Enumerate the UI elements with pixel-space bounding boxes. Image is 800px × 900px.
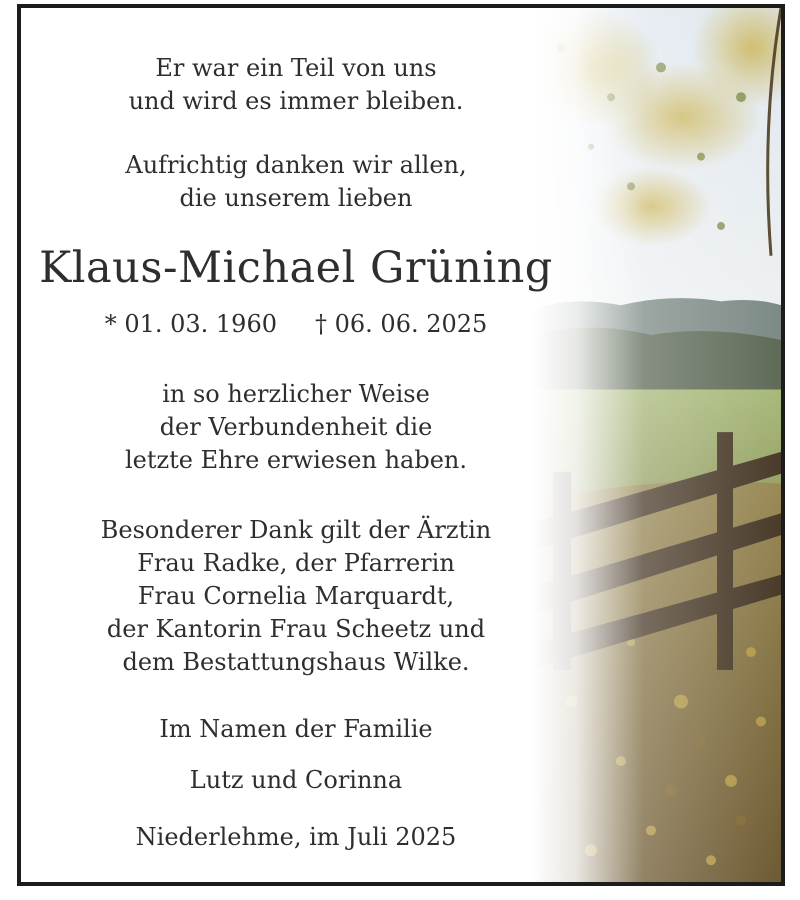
thanks-line: Aufrichtig danken wir allen, (125, 151, 467, 179)
farewell-text (21, 378, 571, 477)
special-thanks-line: Frau Radke, der Pfarrerin (137, 549, 455, 577)
thanks-intro (21, 149, 571, 215)
intro-verse (21, 52, 571, 118)
farewell-line: in so herzlicher Weise (162, 380, 430, 408)
farewell-line: der Verbundenheit die (159, 413, 433, 441)
obituary-text (21, 8, 571, 882)
death-date: † 06. 06. 2025 (315, 310, 488, 338)
special-thanks (21, 514, 571, 679)
place-date: Niederlehme, im Juli 2025 (135, 823, 457, 851)
farewell-line: letzte Ehre erwiesen haben. (124, 446, 468, 474)
special-thanks-line: Besonderer Dank gilt der Ärztin (100, 516, 492, 544)
birth-date: * 01. 03. 1960 (104, 310, 277, 338)
life-dates (21, 308, 571, 341)
special-thanks-line: dem Bestattungshaus Wilke. (122, 648, 470, 676)
deceased-name: Klaus-Michael Grüning (39, 243, 553, 293)
intro-line: Er war ein Teil von uns (155, 54, 437, 82)
special-thanks-line: Frau Cornelia Marquardt, (137, 582, 455, 610)
signature-intro: Im Namen der Familie (159, 715, 433, 743)
thanks-line: die unserem lieben (179, 184, 413, 212)
obituary-card (17, 4, 785, 886)
signature-names: Lutz und Corinna (189, 766, 403, 794)
special-thanks-line: der Kantorin Frau Scheetz und (106, 615, 486, 643)
intro-line: und wird es immer bleiben. (128, 87, 464, 115)
